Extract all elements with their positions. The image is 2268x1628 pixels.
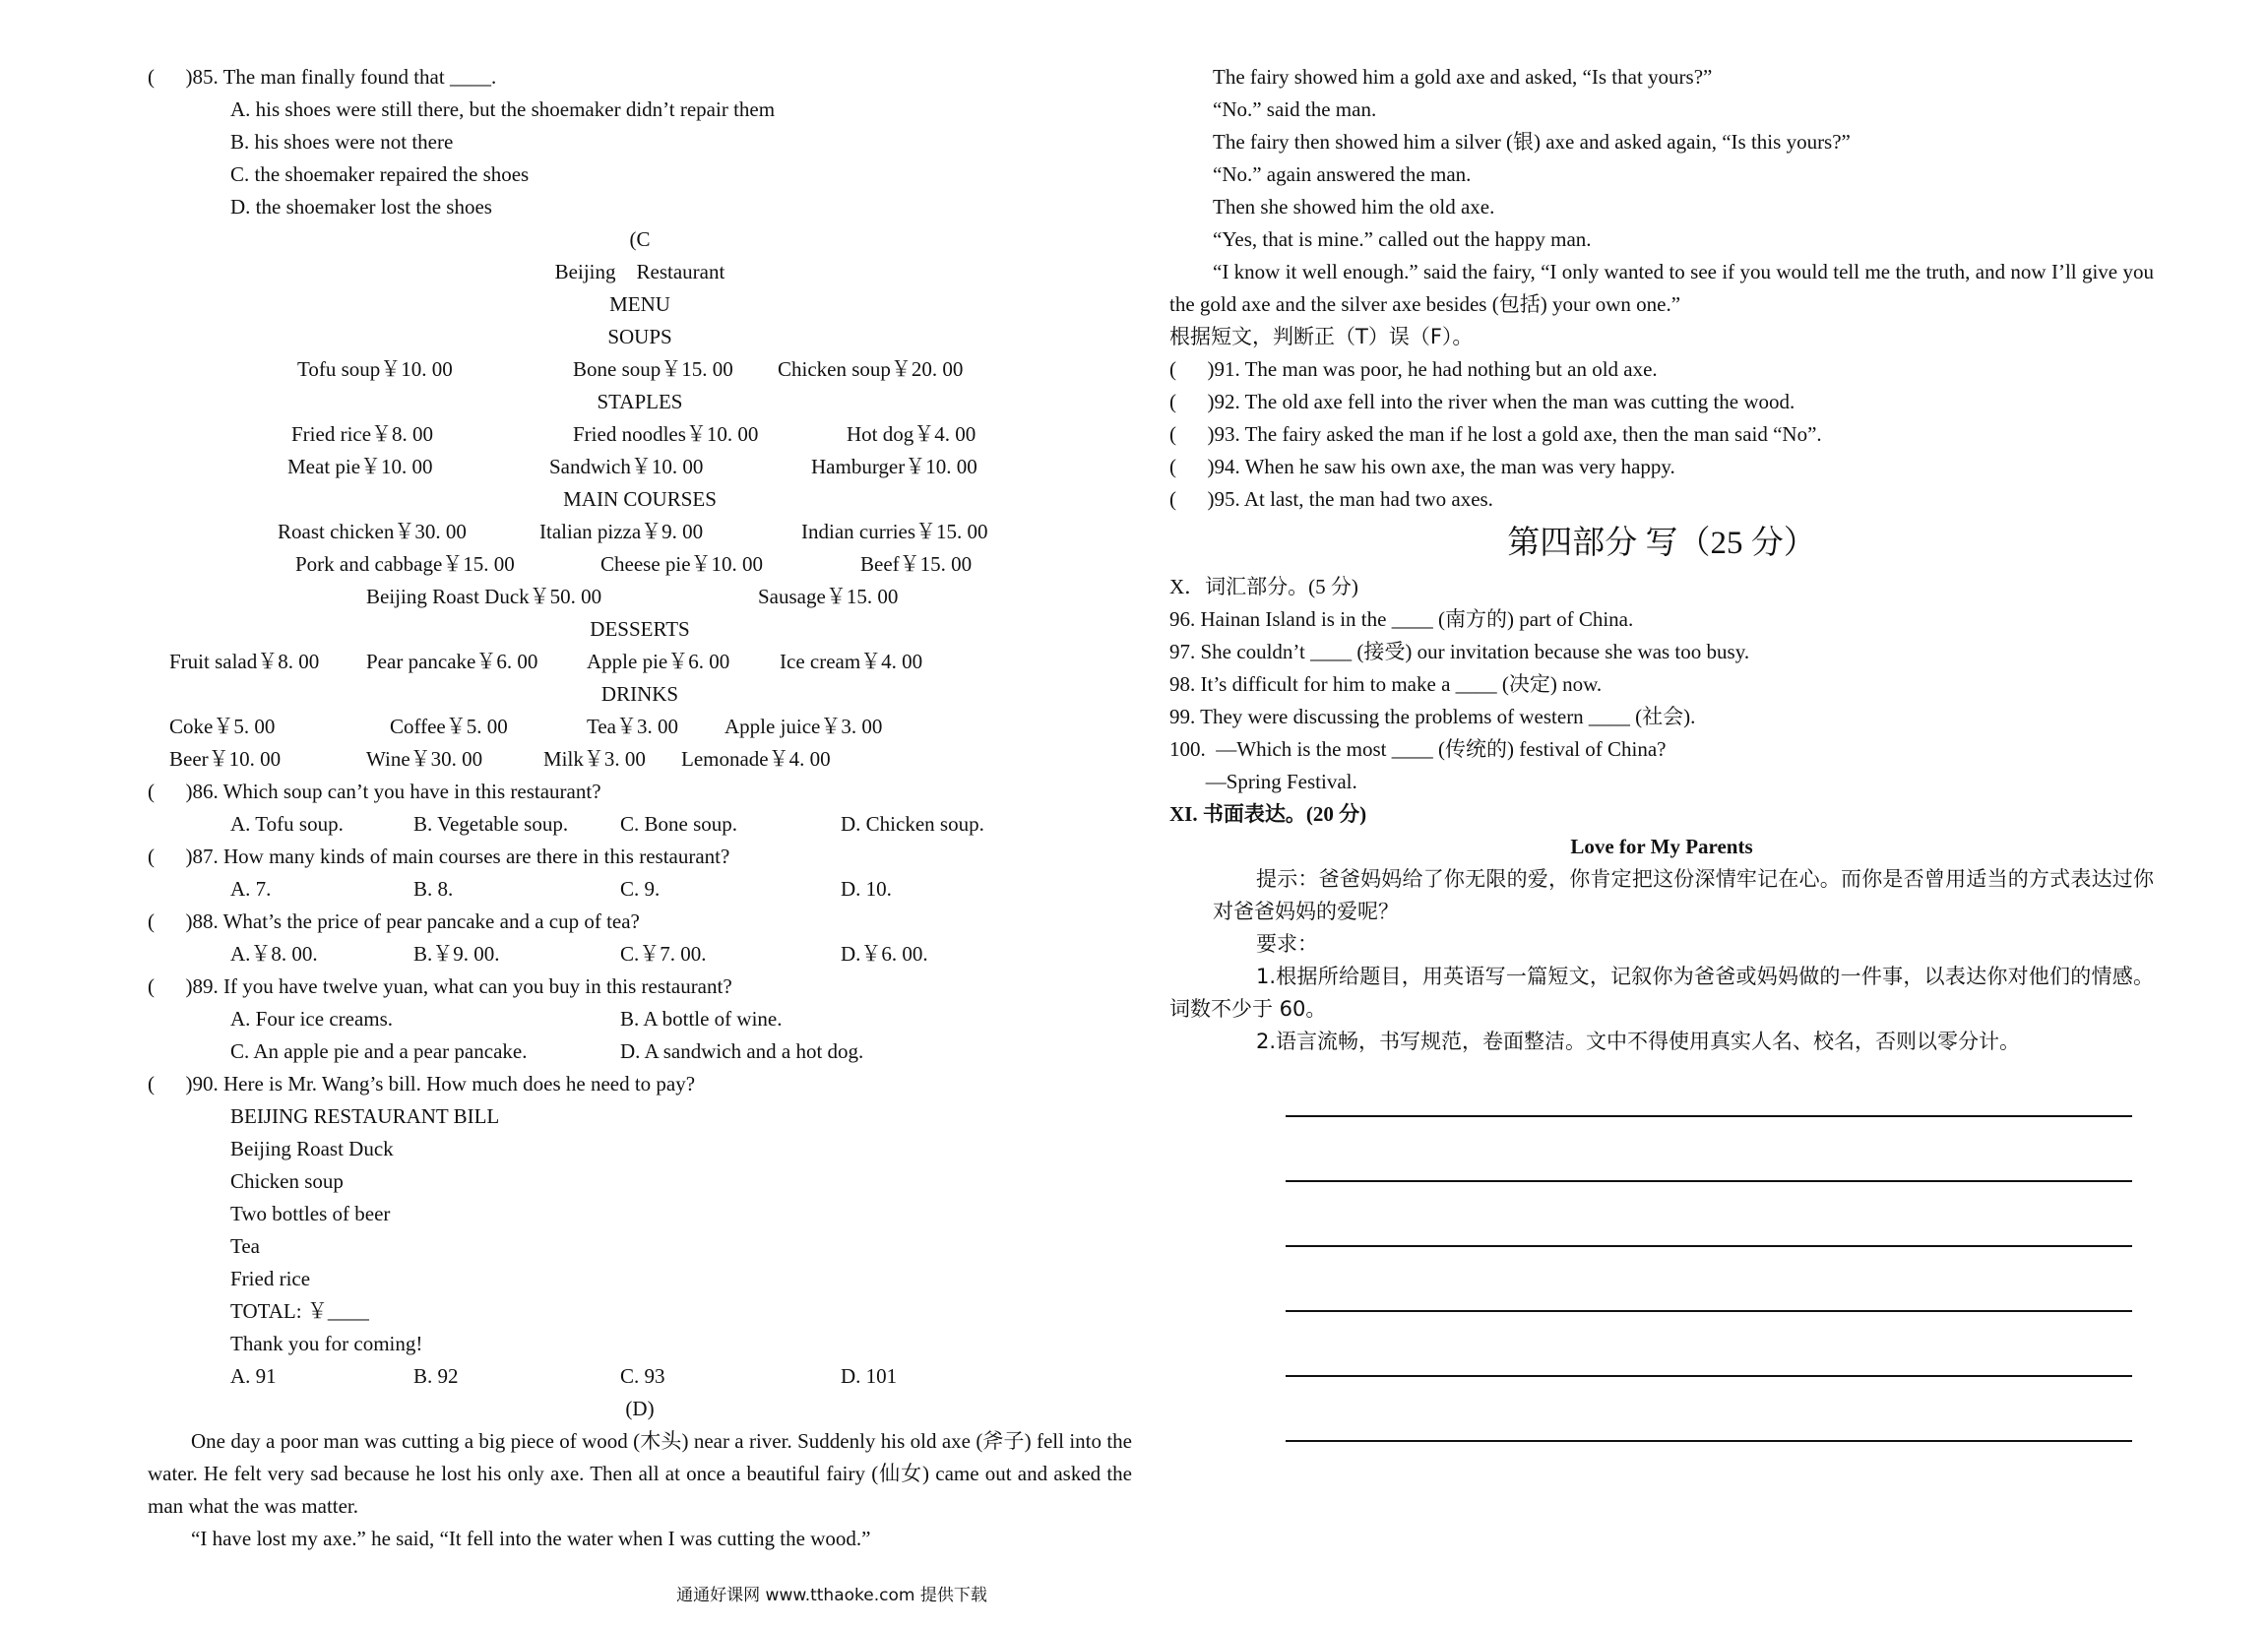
menu-item: Sandwich￥10. 00 [549,455,704,478]
menu-row-soups [148,353,1132,386]
menu-item: Beijing Roast Duck￥50. 00 [366,585,602,608]
menu-row-main-2 [148,548,1132,581]
bill-line: BEIJING RESTAURANT BILL [230,1104,500,1128]
vocab-question: 100. —Which is the most ____ (传统的) festival of China? [1169,737,1667,761]
story-line: “No.” again answered the man. [1213,162,1472,186]
q89-option-c: C. An apple pie and a pear pancake. [230,1039,528,1063]
menu-row-desserts [148,646,1132,678]
writing-line[interactable] [1286,1245,2132,1247]
q88-stem: ( )88. What’s the price of pear pancake and a cup of tea? [148,909,640,933]
right-column [1169,61,2154,1058]
q87-option-a: A. 7. [230,877,272,901]
main-courses-heading: MAIN COURSES [563,487,717,511]
vocab-question: 97. She couldn’t ____ (接受) our invitation because she was too busy. [1169,640,1750,663]
q85-option-c: C. the shoemaker repaired the shoes [230,162,530,186]
bill-total: TOTAL: ￥____ [230,1299,369,1323]
q90-option-a: A. 91 [230,1364,277,1388]
vocab-question: 96. Hainan Island is in the ____ (南方的) part of China. [1169,607,1634,631]
menu-item: Apple juice￥3. 00 [724,715,883,738]
tf-question-95: ( )95. At last, the man had two axes. [1169,487,1493,511]
menu-item: Chicken soup￥20. 00 [778,357,964,381]
q86-option-a: A. Tofu soup. [230,812,344,836]
bill-line: Fried rice [230,1267,311,1290]
drinks-heading: DRINKS [600,682,679,706]
requirements-heading: 要求： [1256,932,1318,956]
menu-item: Pear pancake￥6. 00 [366,650,538,673]
q89-option-a: A. Four ice creams. [230,1007,394,1031]
soups-heading: SOUPS [607,325,672,348]
menu-item: Tea￥3. 00 [587,715,679,738]
menu-row-main-3 [148,581,1132,613]
q90-option-c: C. 93 [620,1364,665,1388]
menu-heading: MENU [609,292,670,316]
story-line: The fairy showed him a gold axe and asked, “Is that yours?” [1213,65,1713,89]
q87-stem: ( )87. How many kinds of main courses are there in this restaurant? [148,845,730,868]
menu-item: Meat pie￥10. 00 [287,455,433,478]
q90-options [148,1360,1132,1393]
q86-stem: ( )86. Which soup can’t you have in this restaurant? [148,780,601,803]
menu-item: Roast chicken￥30. 00 [278,520,467,543]
q89-options-1 [148,1003,1132,1035]
q87-option-d: D. 10. [841,877,892,901]
section-c-label: (C [629,227,651,251]
bill-thanks: Thank you for coming! [230,1332,423,1355]
bill-line: Chicken soup [230,1169,344,1193]
q89-options-2 [148,1035,1132,1068]
menu-item: Milk￥3. 00 [543,747,646,771]
q85-option-b: B. his shoes were not there [230,130,454,154]
menu-item: Italian pizza￥9. 00 [539,520,704,543]
menu-item: Fruit salad￥8. 00 [169,650,320,673]
q87-option-b: B. 8. [413,877,454,901]
menu-row-staples-1 [148,418,1132,451]
writing-line[interactable] [1286,1440,2132,1442]
q89-option-d: D. A sandwich and a hot dog. [620,1039,864,1063]
section-d-label: (D) [625,1397,655,1420]
tf-question-94: ( )94. When he saw his own axe, the man was very happy. [1169,455,1675,478]
bill-line: Two bottles of beer [230,1202,391,1225]
q90-stem: ( )90. Here is Mr. Wang’s bill. How much does he need to pay? [148,1072,696,1096]
q88-option-d: D.￥6. 00. [841,942,928,966]
requirement-2: 2.语言流畅，书写规范，卷面整洁。文中不得使用真实人名、校名，否则以零分计。 [1256,1030,2021,1053]
tf-question-92: ( )92. The old axe fell into the river when the man was cutting the wood. [1169,390,1796,413]
menu-item: Cheese pie￥10. 00 [600,552,764,576]
menu-item: Beer￥10. 00 [169,747,282,771]
q85-option-a: A. his shoes were still there, but the shoemaker didn’t repair them [230,97,776,121]
story-line: Then she showed him the old axe. [1213,195,1495,219]
menu-item: Apple pie￥6. 00 [587,650,730,673]
story-last-paragraph: “I know it well enough.” said the fairy, “I only wanted to see if you would tell me the truth, and now I’ll give you the gold axe and the silver axe besides (包括) your own one.” [1169,260,2154,316]
vocab-answer-line: —Spring Festival. [1169,770,1357,793]
vocab-heading: X．词汇部分。(5 分) [1169,575,1358,598]
q90-option-d: D. 101 [841,1364,898,1388]
menu-item: Wine￥30. 00 [366,747,483,771]
menu-item: Coffee￥5. 00 [390,715,508,738]
page-footer: 通通好课网 www.tthaoke.com 提供下载 [676,1586,987,1605]
vocab-question: 99. They were discussing the problems of western ____ (社会). [1169,705,1696,728]
menu-row-drinks-1 [148,711,1132,743]
writing-heading: XI. 书面表达。(20 分) [1169,802,1367,826]
tf-question-91: ( )91. The man was poor, he had nothing but an old axe. [1169,357,1658,381]
writing-line[interactable] [1286,1310,2132,1312]
menu-item: Fried rice￥8. 00 [291,422,434,446]
q88-option-c: C.￥7. 00. [620,942,707,966]
writing-line[interactable] [1286,1180,2132,1182]
restaurant-name: Beijing Restaurant [554,260,725,283]
bill-line: Beijing Roast Duck [230,1137,394,1160]
desserts-heading: DESSERTS [590,617,690,641]
writing-title: Love for My Parents [1570,835,1753,858]
menu-item: Sausage￥15. 00 [758,585,899,608]
story-paragraph-1: One day a poor man was cutting a big piece of wood (木头) near a river. Suddenly his old axe (斧子) fell into the water. He felt very sad because he lost his only axe. Then all at once a beautiful fairy (仙女) came out and asked the man what the was matter. [148,1429,1132,1518]
menu-item: Hamburger￥10. 00 [811,455,977,478]
q89-option-b: B. A bottle of wine. [620,1007,783,1031]
menu-row-drinks-2 [148,743,1132,776]
q88-option-b: B.￥9. 00. [413,942,500,966]
staples-heading: STAPLES [597,390,683,413]
q88-option-a: A.￥8. 00. [230,942,318,966]
menu-item: Hot dog￥4. 00 [847,422,976,446]
q85-option-d: D. the shoemaker lost the shoes [230,195,492,219]
vocab-question: 98. It’s difficult for him to make a ____ (决定) now. [1169,672,1603,696]
q85-stem: ( )85. The man finally found that ____. [148,65,497,89]
menu-item: Beef￥15. 00 [860,552,973,576]
q87-options [148,873,1132,906]
story-paragraph-2: “I have lost my axe.” he said, “It fell into the water when I was cutting the wood.” [191,1527,871,1550]
menu-row-staples-2 [148,451,1132,483]
menu-item: Bone soup￥15. 00 [573,357,733,381]
left-column [148,61,1132,1555]
q86-option-c: C. Bone soup. [620,812,738,836]
tf-instruction: 根据短文，判断正（T）误（F）。 [1169,325,1474,348]
menu-item: Coke￥5. 00 [169,715,276,738]
writing-line[interactable] [1286,1115,2132,1117]
part-four-title: 第四部分 写（25 分） [1507,526,1816,561]
q90-option-b: B. 92 [413,1364,459,1388]
story-line: The fairy then showed him a silver (银) axe and asked again, “Is this yours?” [1213,130,1851,154]
q86-option-b: B. Vegetable soup. [413,812,569,836]
menu-row-main-1 [148,516,1132,548]
story-line: “No.” said the man. [1213,97,1377,121]
menu-item: Fried noodles￥10. 00 [573,422,759,446]
q89-stem: ( )89. If you have twelve yuan, what can you buy in this restaurant? [148,974,732,998]
q86-options [148,808,1132,841]
menu-item: Ice cream￥4. 00 [780,650,923,673]
story-line: “Yes, that is mine.” called out the happy man. [1213,227,1592,251]
menu-item: Indian curries￥15. 00 [801,520,988,543]
bill-line: Tea [230,1234,261,1258]
q87-option-c: C. 9. [620,877,661,901]
q88-options [148,938,1132,971]
menu-item: Lemonade￥4. 00 [681,747,831,771]
tf-question-93: ( )93. The fairy asked the man if he lost a gold axe, then the man said “No”. [1169,422,1822,446]
writing-hint: 提示：爸爸妈妈给了你无限的爱，你肯定把这份深情牢记在心。而你是否曾用适当的方式表达过你对爸爸妈妈的爱呢？ [1213,867,2154,923]
menu-item: Pork and cabbage￥15. 00 [295,552,515,576]
requirement-1: 1.根据所给题目，用英语写一篇短文，记叙你为爸爸或妈妈做的一件事，以表达你对他们的情感。词数不少于 60。 [1169,965,2154,1021]
q86-option-d: D. Chicken soup. [841,812,984,836]
writing-line[interactable] [1286,1375,2132,1377]
menu-item: Tofu soup￥10. 00 [297,357,453,381]
